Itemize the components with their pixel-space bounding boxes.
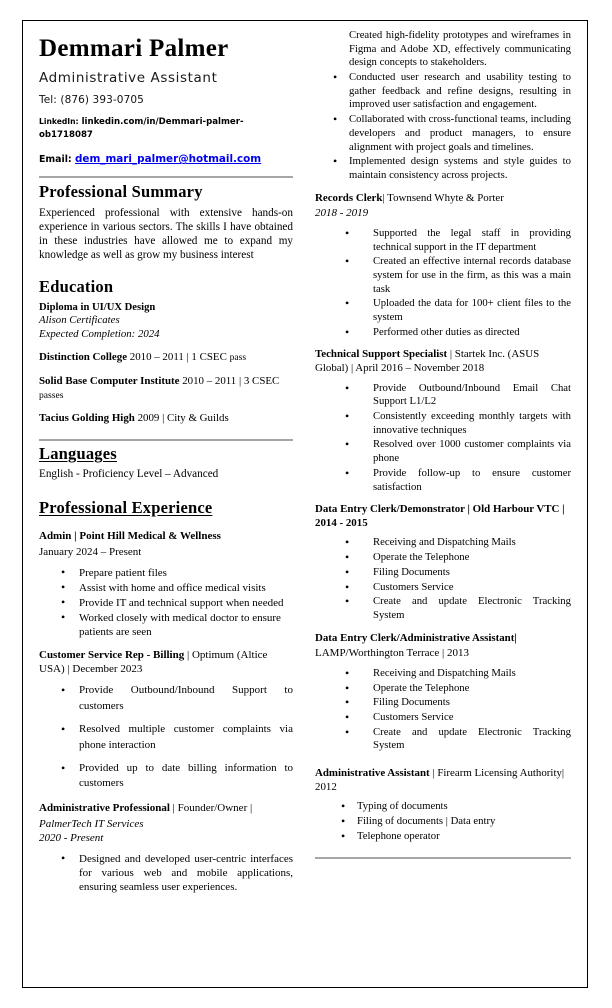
phone-number: Tel: (876) 393-0705 [39, 93, 144, 106]
job-role: Data Entry Clerk/Demonstrator | Old Harbour VTC | 2014 - 2015 [315, 503, 565, 529]
list-item: • Collaborated with cross-functional teams, including developers and product managers, to ensure alignment with project goals and timelines. [347, 113, 571, 154]
list-item: • Assist with home and office medical visits [77, 581, 293, 595]
list-item: • Prepare patient files [77, 566, 293, 580]
school-suffix: passes [39, 389, 64, 401]
list-item: • Implemented design systems and style guides to maintain consistency across projects. [347, 155, 571, 182]
job-role: Data Entry Clerk/Administrative Assistant [315, 631, 515, 644]
list-item: • Filing of documents | Data entry [355, 815, 571, 829]
school-detail: 2010 – 2011 | 1 CSEC [127, 351, 230, 364]
email-line [39, 151, 293, 168]
divider-after-contact [39, 176, 293, 178]
job-company: Point Hill Medical & Wellness [79, 530, 221, 543]
resume-page [22, 20, 588, 988]
list-item: • Filing Documents [371, 696, 571, 710]
email-link[interactable]: dem_mari_palmer@hotmail.com [74, 153, 262, 166]
professional-summary-text: Experienced professional with extensive hands-on experience in various sectors. The skills I have obtained in these industries have allowed me to expand my knowledge as well as grow my business interest [39, 206, 293, 262]
education-institution: Alison Certificates [39, 313, 120, 326]
list-item: • Receiving and Dispatching Mails [371, 667, 571, 681]
job-entry-records-clerk [315, 192, 571, 221]
job-company: Optimum (Altice USA) | December 2023 [39, 649, 268, 676]
two-column-layout [23, 21, 587, 987]
job-separator: | [169, 802, 178, 815]
candidate-job-title: Administrative Assistant [39, 69, 218, 86]
job-bullets-records-clerk [315, 227, 571, 340]
job-bullets-administrative-professional-part2 [315, 29, 571, 183]
list-item: • Create and update Electronic Tracking System [371, 595, 571, 622]
job-title-line [39, 530, 293, 544]
job-bullets-data-entry-clerk-administrative-assistant [315, 667, 571, 753]
education-degree: Diploma in UI/UX Design [39, 301, 156, 313]
list-item: • Operate the Telephone [371, 551, 571, 565]
list-item: • Receiving and Dispatching Mails [371, 536, 571, 550]
list-item: • Customers Service [371, 581, 571, 595]
list-item-continuation: Created high-fidelity prototypes and wireframes in Figma and Adobe XD, effectively communicating design concepts to stakeholders. [349, 29, 571, 69]
job-bullets-technical-support-specialist [315, 382, 571, 495]
job-role: Administrative Professional [39, 802, 170, 815]
job-role: Records Clerk [315, 191, 383, 204]
language-proficiency: English - Proficiency Level – Advanced [39, 468, 219, 481]
list-item: • Worked closely with medical doctor to ensure patients are seen [77, 611, 293, 639]
list-item: • Consistently exceeding monthly targets with innovative techniques [371, 410, 571, 437]
candidate-name: Demmari Palmer [39, 35, 229, 62]
school-detail: 2010 – 2011 | 3 CSEC [179, 374, 280, 387]
linkedin-line [39, 116, 293, 143]
list-item: • Created an effective internal records database system for use in the firm, as this was a main task [371, 255, 571, 296]
job-separator: | [514, 631, 517, 644]
list-item: • Create and update Electronic Tracking System [371, 726, 571, 753]
list-item: • Typing of documents [355, 800, 571, 814]
job-title-line [315, 767, 571, 794]
section-heading-professional-experience: Professional Experience [39, 498, 213, 518]
list-item: • Conducted user research and usability testing to gather feedback and refine designs, resulting in improved user satisfaction and engagement. [347, 71, 571, 112]
job-company: LAMP/Worthington Terrace | 2013 [315, 647, 470, 660]
job-separator: | [382, 191, 388, 204]
job-bullets-data-entry-clerk-demonstrator [315, 536, 571, 622]
job-separator: | [184, 649, 192, 662]
job-entry-technical-support-specialist [315, 348, 571, 375]
list-item: • Uploaded the data for 100+ client files to the system [371, 297, 571, 324]
list-item: • Operate the Telephone [371, 682, 571, 696]
list-item: • Telephone operator [355, 830, 571, 844]
school-suffix: pass [229, 352, 247, 364]
school-name: Tacius Golding High [39, 412, 135, 425]
school-name: Solid Base Computer Institute [39, 374, 180, 387]
job-entry-data-entry-clerk-administrative-assistant [315, 632, 571, 661]
education-completion: Expected Completion: 2024 [39, 327, 160, 340]
job-title-line [315, 632, 571, 646]
school-entry [39, 374, 293, 403]
job-title-line [39, 802, 293, 816]
left-column [23, 21, 307, 987]
divider-before-languages [39, 439, 293, 441]
job-separator: | [447, 348, 455, 361]
school-name: Distinction College [39, 351, 128, 364]
divider-bottom [315, 857, 571, 859]
job-dates: January 2024 – Present [39, 546, 142, 559]
list-item: • Provide Outbound/Inbound Support to customers [77, 683, 293, 715]
section-heading-languages: Languages [39, 444, 117, 464]
section-heading-professional-summary: Professional Summary [39, 181, 203, 201]
job-role: Admin [39, 530, 72, 543]
job-bullets-customer-service-rep [39, 683, 293, 793]
job-title-line [315, 503, 571, 530]
list-item: • Provide Outbound/Inbound Email Chat Support L1/L2 [371, 382, 571, 409]
list-item: • Supported the legal staff in providing technical support in the IT department [371, 227, 571, 254]
education-item [39, 301, 293, 342]
job-title-line [315, 348, 571, 375]
list-item: • Provided up to date billing information to customers [77, 761, 293, 793]
school-detail: 2009 | City & Guilds [134, 412, 229, 425]
job-entry-admin [39, 530, 293, 560]
job-separator: | [429, 767, 438, 780]
job-entry-customer-service-rep [39, 649, 293, 677]
job-company: Firearm Licensing Authority| 2012 [315, 767, 565, 793]
list-item: • Resolved multiple customer complaints via phone interaction [77, 722, 293, 754]
section-heading-education: Education [39, 276, 114, 296]
job-role: Administrative Assistant [315, 767, 430, 780]
job-dates: 2018 - 2019 [315, 207, 369, 220]
job-entry-data-entry-clerk-demonstrator [315, 503, 571, 530]
job-company: Townsend Whyte & Porter [387, 191, 504, 204]
school-entry [39, 350, 293, 364]
linkedin-label: LinkedIn: [39, 116, 79, 126]
job-separator: | [71, 530, 80, 543]
list-item: • Provide follow-up to ensure customer satisfaction [371, 467, 571, 494]
job-role: Technical Support Specialist [315, 348, 448, 361]
job-dates: 2020 - Present [39, 831, 104, 844]
email-label: Email: [39, 154, 72, 166]
linkedin-url[interactable]: linkedin.com/in/Demmari-palmer-ob1718087 [39, 116, 244, 140]
list-item: • Performed other duties as directed [371, 326, 571, 340]
list-item: • Customers Service [371, 711, 571, 725]
job-bullets-admin [39, 566, 293, 639]
job-entry-administrative-assistant [315, 767, 571, 794]
list-item: • Resolved over 1000 customer complaints via phone [371, 438, 571, 465]
job-company: Founder/Owner | [177, 802, 253, 815]
job-title-line [315, 192, 571, 206]
job-company: Startek Inc. (ASUS Global) | April 2016 – November 2018 [315, 348, 540, 375]
list-item: • Filing Documents [371, 566, 571, 580]
job-company-italic: PalmerTech IT Services [39, 818, 144, 831]
job-bullets-administrative-professional-part1 [39, 852, 293, 894]
list-item: • Designed and developed user-centric interfaces for various web and mobile applications, ensuring seamless user experiences. [77, 852, 293, 894]
job-role: Customer Service Rep - Billing [39, 649, 185, 662]
list-item: • Provide IT and technical support when needed [77, 596, 293, 610]
school-entry [39, 411, 293, 425]
job-entry-administrative-professional [39, 802, 293, 845]
job-title-line [39, 649, 293, 677]
right-column [307, 21, 587, 987]
job-bullets-administrative-assistant [315, 800, 571, 843]
